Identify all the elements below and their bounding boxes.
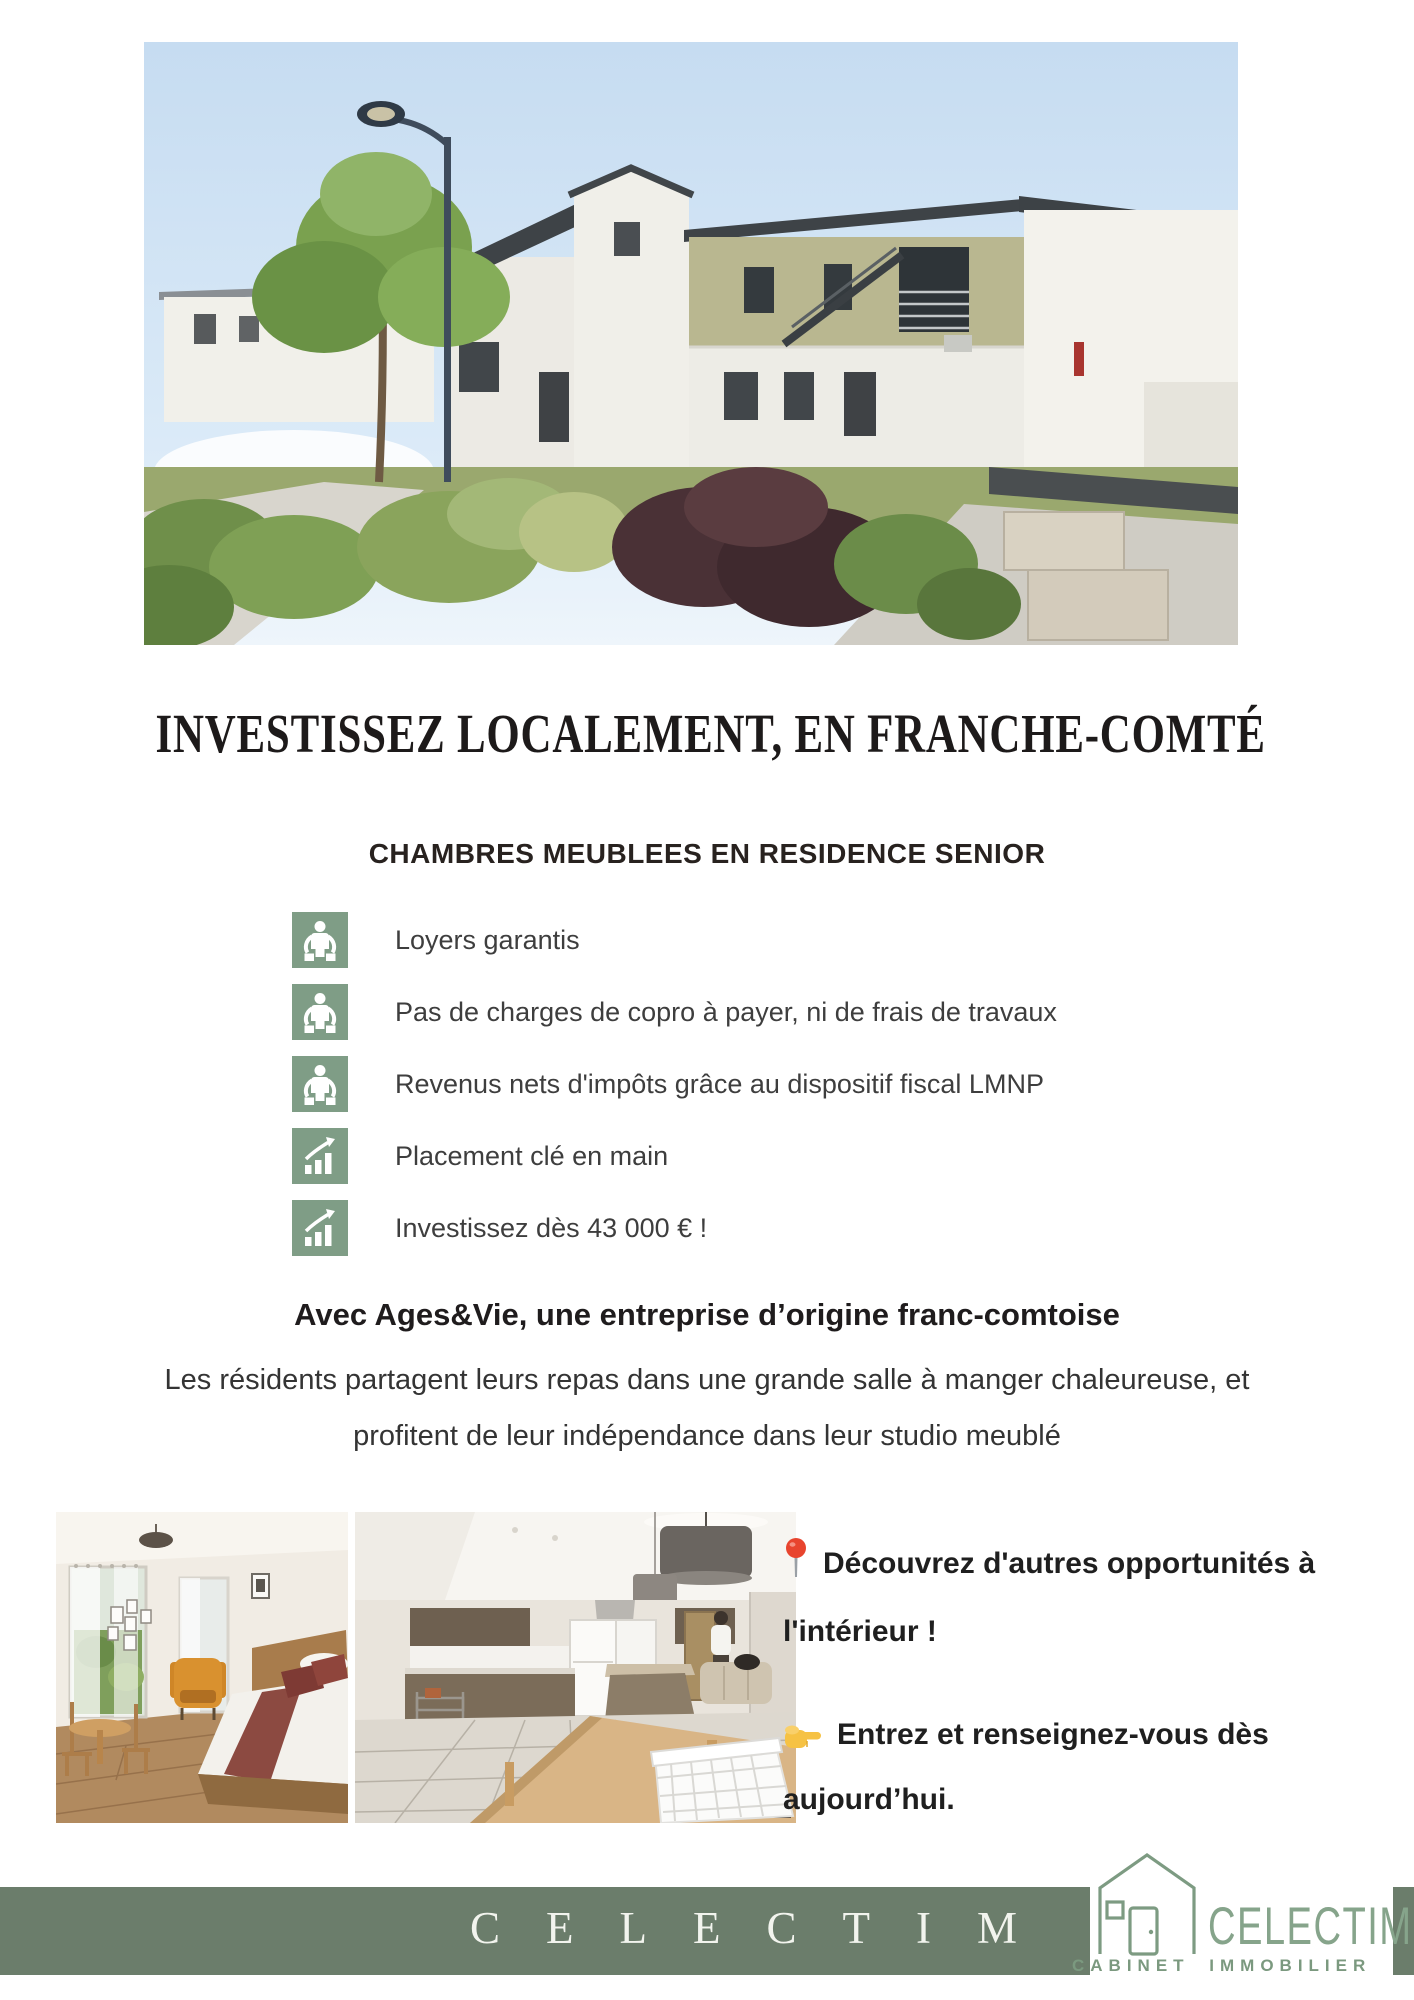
- bedroom-photo: [56, 1512, 348, 1823]
- benefit-item: [292, 912, 1192, 968]
- callout-text: l'intérieur !: [783, 1615, 937, 1648]
- subtitle: CHAMBRES MEUBLEES EN RESIDENCE SENIOR: [368, 838, 1046, 869]
- callout-text: aujourd’hui.: [783, 1783, 955, 1816]
- benefit-label: Investissez dès 43 000 € !: [395, 1212, 708, 1243]
- page-title: INVESTISSEZ LOCALEMENT, EN FRANCHE-COMTÉ: [155, 703, 1266, 764]
- callout-text: Entrez et renseignez-vous dès: [837, 1718, 1269, 1751]
- celectim-logo-text: CELECTIM: [1208, 1897, 1413, 1956]
- about-body-line: profitent de leur indépendance dans leur studio meublé: [353, 1420, 1061, 1452]
- house-icon: [1094, 1850, 1206, 1961]
- callout-paragraph: [783, 1706, 1408, 1828]
- building-photo-illustration: [144, 42, 1238, 645]
- pointing-right-hand-icon: [783, 1714, 823, 1771]
- care-hands-icon: [292, 984, 348, 1040]
- dining-room-photo: [355, 1512, 796, 1823]
- callout-text: Découvrez d'autres opportunités à: [823, 1547, 1316, 1580]
- benefit-item: [292, 1200, 1192, 1256]
- benefit-item: [292, 1128, 1192, 1184]
- benefit-label: Revenus nets d'impôts grâce au dispositif fiscal LMNP: [395, 1068, 1044, 1099]
- bedroom-photo-illustration: [56, 1512, 348, 1823]
- benefit-label: Loyers garantis: [395, 924, 580, 955]
- building-photo: [144, 42, 1238, 645]
- care-hands-icon: [292, 912, 348, 968]
- about-body-line: Les résidents partagent leurs repas dans une grande salle à manger chaleureuse, et: [164, 1364, 1250, 1396]
- benefit-label: Placement clé en main: [395, 1140, 669, 1171]
- growth-chart-icon: [292, 1200, 348, 1256]
- footer-brand-text: CELECTIM: [470, 1903, 1063, 1953]
- benefit-item: [292, 1056, 1192, 1112]
- benefit-item: [292, 984, 1192, 1040]
- callout-line: [783, 1706, 1408, 1771]
- callout: [783, 1534, 1408, 1828]
- dining-room-photo-illustration: [355, 1512, 796, 1823]
- growth-chart-icon: [292, 1128, 348, 1184]
- about-heading: Avec Ages&Vie, une entreprise d’origine franc-comtoise: [294, 1297, 1120, 1332]
- location-pin-icon: [783, 1537, 809, 1602]
- care-hands-icon: [292, 1056, 348, 1112]
- benefit-label: Pas de charges de copro à payer, ni de frais de travaux: [395, 996, 1057, 1027]
- callout-line: [783, 1534, 1408, 1602]
- celectim-logo-tagline: CABINET IMMOBILIER: [1072, 1956, 1372, 1975]
- about-body: [0, 1352, 1414, 1464]
- benefits-list: [292, 912, 1192, 1272]
